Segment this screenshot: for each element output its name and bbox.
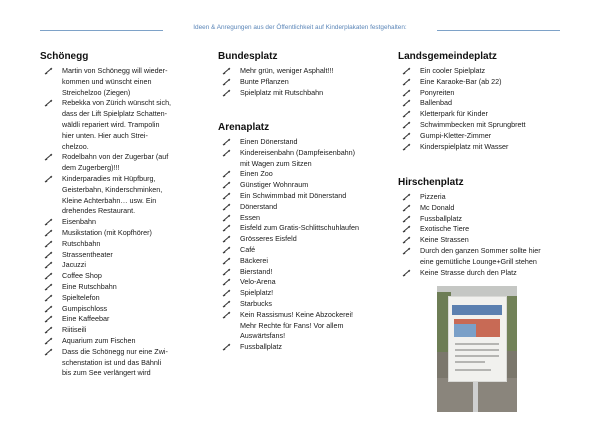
- list-item-text: Kinderspielplatz mit Wasser: [420, 141, 509, 151]
- page-title: Ideen & Anregungen aus der Öffentlichkeit auf Kinderplakaten festgehalten:: [193, 24, 407, 31]
- list-item-text: Günstiger Wohnraum: [240, 180, 309, 190]
- list-item: [40, 217, 200, 228]
- list-item: [218, 213, 388, 224]
- list-item-text: schenstation ist und das Bähnli: [62, 357, 162, 367]
- list-item-text: Mehr Rechte für Fans! Vor allem: [240, 320, 344, 330]
- list-item: [40, 260, 200, 271]
- list-item-text: Fussballplatz: [420, 213, 462, 223]
- list-item: [218, 137, 388, 148]
- list-item-text: Bierstand!: [240, 266, 273, 276]
- list-item-text: Pizzeria: [420, 192, 446, 201]
- list-item-text: wäldli repariert wird. Trampolin: [62, 119, 160, 129]
- section-title: Arenaplatz: [218, 122, 270, 133]
- list-item-text: Strassentheater: [62, 249, 113, 259]
- pencil-bullet-icon: [402, 225, 411, 233]
- section-arenaplatz: [218, 122, 388, 353]
- list-item: [40, 325, 200, 336]
- list-item-text: Kindereisenbahn (Dampfeisenbahn): [240, 147, 356, 157]
- section-schoenegg: [40, 51, 200, 379]
- pencil-bullet-icon: [222, 311, 231, 319]
- list-item-text: Spieltelefon: [62, 292, 100, 302]
- list-item-text: Spielplatz!: [240, 288, 274, 298]
- list-item: [218, 267, 388, 278]
- list-item: [218, 148, 388, 170]
- pencil-bullet-icon: [222, 224, 231, 232]
- list-item: [40, 250, 200, 261]
- list-item-text: Aquarium zum Fischen: [62, 335, 136, 345]
- pencil-bullet-icon: [402, 143, 411, 151]
- list-item-text: Velo-Arena: [240, 277, 276, 287]
- pencil-bullet-icon: [402, 99, 411, 107]
- list-item-text: Musikstation (mit Kopfhörer): [62, 227, 152, 237]
- list-item: [40, 314, 200, 325]
- header-rule-left: [40, 30, 163, 31]
- list-item: [398, 268, 573, 279]
- pencil-bullet-icon: [44, 348, 53, 356]
- list-item-text: Kein Rassismus! Keine Abzockerei!: [240, 309, 354, 319]
- pencil-bullet-icon: [222, 300, 231, 308]
- list-item: [218, 88, 388, 99]
- list-item-text: chelzoo.: [62, 141, 89, 151]
- list-item: [218, 191, 388, 202]
- list-item: [218, 77, 388, 88]
- pencil-bullet-icon: [44, 240, 53, 248]
- pencil-bullet-icon: [402, 89, 411, 97]
- pencil-bullet-icon: [44, 218, 53, 226]
- list-item: [40, 152, 200, 174]
- section-title: Schönegg: [40, 51, 89, 62]
- list-item-text: Rutschbahn: [62, 238, 101, 248]
- list-item-text: Bäckerei: [240, 255, 268, 265]
- pencil-bullet-icon: [222, 89, 231, 97]
- pencil-bullet-icon: [44, 294, 53, 302]
- list-item: [40, 271, 200, 282]
- pencil-bullet-icon: [222, 235, 231, 243]
- section-title: Bundesplatz: [218, 51, 278, 62]
- idea-list: [218, 137, 388, 353]
- list-item: [40, 347, 200, 379]
- list-item-text: Keine Strasse durch den Platz: [420, 267, 517, 277]
- section-landsgemeindeplatz: [398, 51, 573, 152]
- list-item-text: Gumpischloss: [62, 303, 108, 313]
- pencil-bullet-icon: [222, 203, 231, 211]
- pencil-bullet-icon: [222, 149, 231, 157]
- pencil-bullet-icon: [44, 99, 53, 107]
- poster-board: [448, 296, 507, 382]
- list-item: [218, 288, 388, 299]
- pencil-bullet-icon: [44, 315, 53, 323]
- list-item-text: Kleine Achterbahn… usw. Ein: [62, 195, 157, 205]
- list-item-text: dem Zugerberg)!!!: [62, 163, 120, 173]
- page-header: [0, 22, 600, 36]
- pencil-bullet-icon: [402, 132, 411, 140]
- pencil-bullet-icon: [402, 78, 411, 86]
- list-item-text: Geisterbahn, Kinderschminken,: [62, 184, 163, 194]
- pencil-bullet-icon: [402, 215, 411, 223]
- pencil-bullet-icon: [222, 214, 231, 222]
- list-item: [218, 310, 388, 342]
- list-item-text: Starbucks: [240, 298, 272, 308]
- pencil-bullet-icon: [222, 257, 231, 265]
- list-item: [218, 299, 388, 310]
- list-item-text: Eine Rutschbahn: [62, 281, 117, 291]
- list-item-text: Rodelbahn von der Zugerbar (auf: [62, 152, 169, 162]
- list-item-text: Keine Strassen: [420, 235, 469, 245]
- list-item-text: Coffee Shop: [62, 271, 102, 281]
- pencil-bullet-icon: [402, 204, 411, 212]
- pencil-bullet-icon: [44, 272, 53, 280]
- list-item-text: Ponyreiten: [420, 87, 455, 97]
- list-item-text: Eine Kaffeebar: [62, 314, 110, 324]
- poster-photo: [437, 286, 517, 412]
- list-item: [218, 234, 388, 245]
- list-item: [218, 277, 388, 288]
- list-item-text: Streichelzoo (Ziegen): [62, 87, 131, 97]
- list-item-text: Bunte Pflanzen: [240, 76, 289, 86]
- pencil-bullet-icon: [222, 192, 231, 200]
- list-item: [398, 192, 573, 203]
- pencil-bullet-icon: [44, 175, 53, 183]
- list-item-text: Auswärtsfans!: [240, 331, 286, 341]
- list-item-text: Kinderparadies mit Hüpfburg,: [62, 173, 156, 183]
- idea-list: [218, 66, 388, 98]
- pencil-bullet-icon: [402, 269, 411, 277]
- list-item-text: Einen Dönerstand: [240, 137, 298, 146]
- pencil-bullet-icon: [44, 251, 53, 259]
- list-item-text: drehendes Restaurant.: [62, 206, 136, 216]
- list-item: [40, 293, 200, 304]
- pencil-bullet-icon: [44, 67, 53, 75]
- list-item: [398, 224, 573, 235]
- list-item-text: Café: [240, 244, 256, 254]
- list-item-text: bis zum See verlängert wird: [62, 368, 151, 378]
- pencil-bullet-icon: [44, 326, 53, 334]
- pencil-bullet-icon: [402, 247, 411, 255]
- list-item-text: Jacuzzi: [62, 260, 86, 270]
- list-item-text: Gumpi-Kletter-Zimmer: [420, 130, 492, 140]
- list-item: [398, 203, 573, 214]
- list-item-text: Essen: [240, 212, 260, 222]
- list-item: [398, 246, 573, 268]
- pencil-bullet-icon: [222, 246, 231, 254]
- list-item: [398, 120, 573, 131]
- list-item-text: Rebekka von Zürich wünscht sich,: [62, 98, 172, 108]
- list-item: [40, 66, 200, 98]
- list-item-text: Ballenbad: [420, 98, 452, 108]
- pencil-bullet-icon: [44, 337, 53, 345]
- pencil-bullet-icon: [402, 110, 411, 118]
- list-item: [40, 98, 200, 152]
- section-title: Hirschenplatz: [398, 177, 464, 188]
- list-item: [40, 174, 200, 217]
- list-item: [218, 66, 388, 77]
- pencil-bullet-icon: [222, 78, 231, 86]
- pencil-bullet-icon: [222, 343, 231, 351]
- list-item: [218, 202, 388, 213]
- list-item-text: Eine Karaoke-Bar (ab 22): [420, 76, 502, 86]
- pencil-bullet-icon: [44, 229, 53, 237]
- list-item-text: Einen Zoo: [240, 169, 273, 179]
- list-item-text: kommen und wünscht einen: [62, 76, 152, 86]
- header-rule-right: [437, 30, 560, 31]
- list-item: [398, 98, 573, 109]
- list-item: [398, 109, 573, 120]
- list-item-text: Spielplatz mit Rutschbahn: [240, 87, 324, 97]
- pencil-bullet-icon: [222, 289, 231, 297]
- list-item: [40, 336, 200, 347]
- list-item: [398, 66, 573, 77]
- list-item: [218, 223, 388, 234]
- list-item: [398, 131, 573, 142]
- pencil-bullet-icon: [222, 67, 231, 75]
- list-item: [40, 239, 200, 250]
- list-item: [398, 214, 573, 225]
- list-item-text: Ein cooler Spielplatz: [420, 66, 486, 75]
- list-item: [40, 304, 200, 315]
- pencil-bullet-icon: [402, 236, 411, 244]
- list-item-text: Mehr grün, weniger Asphalt!!!: [240, 66, 334, 75]
- list-item-text: Kletterpark für Kinder: [420, 109, 488, 119]
- pencil-bullet-icon: [44, 305, 53, 313]
- list-item-text: Martin von Schönegg will wieder-: [62, 66, 168, 75]
- pencil-bullet-icon: [222, 170, 231, 178]
- list-item-text: Eisfeld zum Gratis-Schlittschuhlaufen: [240, 223, 360, 233]
- section-bundesplatz: [218, 51, 388, 98]
- pencil-bullet-icon: [222, 268, 231, 276]
- list-item: [398, 77, 573, 88]
- list-item-text: Durch den ganzen Sommer sollte hier: [420, 245, 541, 255]
- list-item-text: Riitiseili: [62, 325, 87, 335]
- idea-list: [398, 66, 573, 152]
- list-item: [398, 235, 573, 246]
- list-item-text: Dass die Schönegg nur eine Zwi-: [62, 346, 168, 356]
- list-item-text: eine gemütliche Lounge+Grill stehen: [420, 256, 537, 266]
- list-item-text: Mc Donald: [420, 202, 455, 212]
- list-item: [218, 256, 388, 267]
- list-item-text: Eisenbahn: [62, 217, 96, 227]
- pencil-bullet-icon: [222, 181, 231, 189]
- pencil-bullet-icon: [44, 283, 53, 291]
- list-item: [218, 169, 388, 180]
- pencil-bullet-icon: [222, 278, 231, 286]
- list-item-text: Ein Schwimmbad mit Dönerstand: [240, 190, 347, 200]
- pencil-bullet-icon: [402, 67, 411, 75]
- list-item-text: Schwimmbecken mit Sprungbrett: [420, 119, 526, 129]
- list-item-text: Exotische Tiere: [420, 224, 470, 234]
- idea-list: [398, 192, 573, 278]
- list-item: [398, 142, 573, 153]
- list-item: [218, 245, 388, 256]
- list-item: [218, 342, 388, 353]
- list-item: [398, 88, 573, 99]
- pencil-bullet-icon: [44, 153, 53, 161]
- pencil-bullet-icon: [402, 121, 411, 129]
- list-item-text: hier unten. Hier auch Strei-: [62, 130, 148, 140]
- list-item: [40, 228, 200, 239]
- section-title: Landsgemeindeplatz: [398, 51, 497, 62]
- pencil-bullet-icon: [402, 193, 411, 201]
- section-hirschenplatz: [398, 177, 573, 278]
- list-item-text: dass der Lift Spielplatz Schatten-: [62, 109, 168, 119]
- list-item-text: Grösseres Eisfeld: [240, 234, 297, 244]
- list-item: [40, 282, 200, 293]
- list-item: [218, 180, 388, 191]
- list-item-text: Fussballplatz: [240, 342, 282, 352]
- idea-list: [40, 66, 200, 379]
- list-item-text: Dönerstand: [240, 201, 278, 211]
- pencil-bullet-icon: [222, 138, 231, 146]
- list-item-text: mit Wagen zum Sitzen: [240, 158, 312, 168]
- pencil-bullet-icon: [44, 261, 53, 269]
